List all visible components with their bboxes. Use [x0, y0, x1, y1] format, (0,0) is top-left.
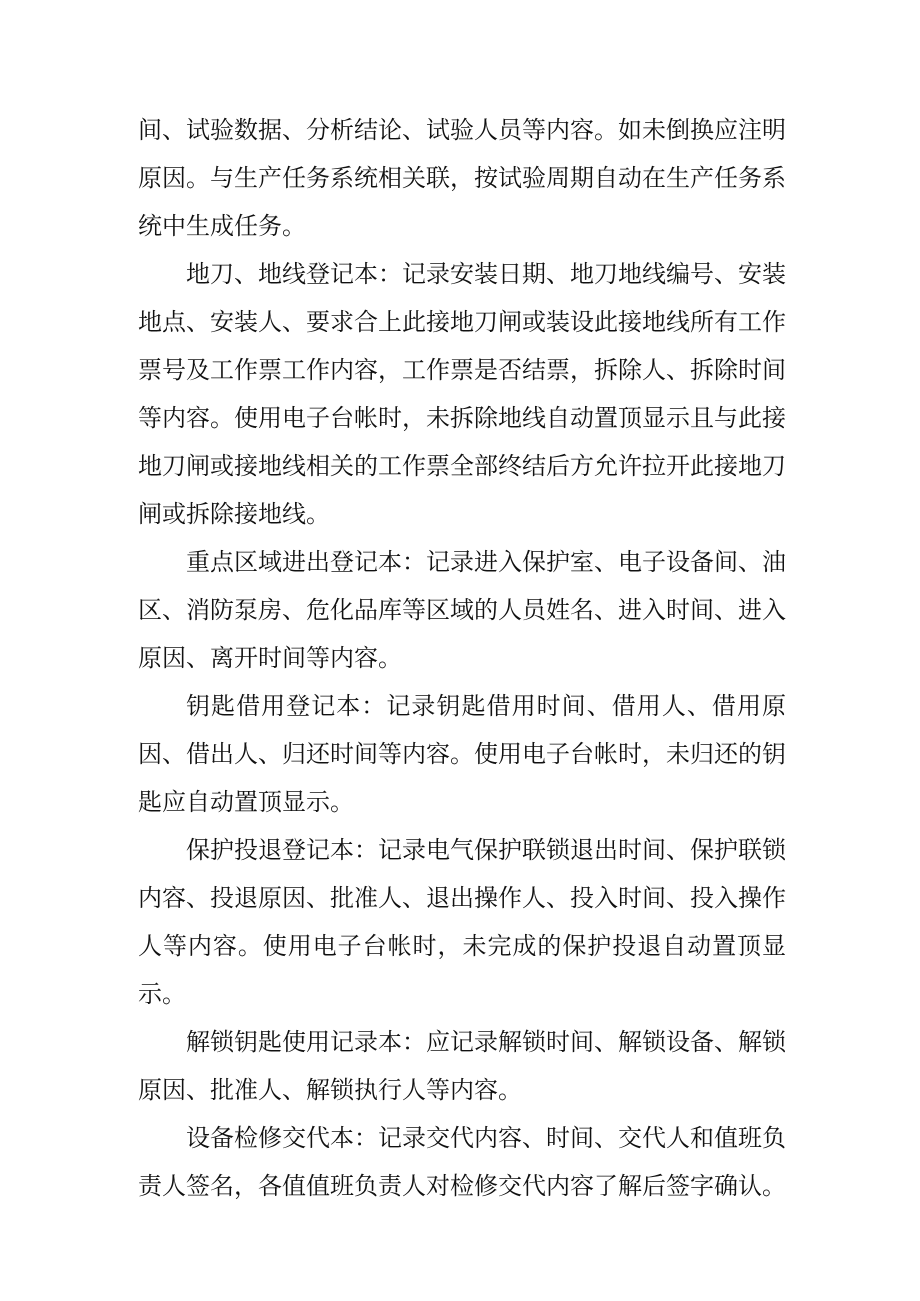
paragraph-grounding-register: 地刀、地线登记本：记录安装日期、地刀地线编号、安装地点、安装人、要求合上此接地刀闸或装设此接地线所有工作票号及工作票工作内容，工作票是否结票，拆除人、拆除时间等内容。使用电子台帐时，未拆除地线自动置顶显示且与此接地刀闸或接地线相关的工作票全部终结后方允许拉开此接地刀闸或拆除接地线。 — [138, 260, 786, 528]
document-body — [138, 106, 786, 1210]
paragraph-protection-switch-register: 保护投退登记本：记录电气保护联锁退出时间、保护联锁内容、投退原因、批准人、退出操作人、投入时间、投入操作人等内容。使用电子台帐时，未完成的保护投退自动置顶显示。 — [138, 836, 786, 1008]
paragraph-test-records-continued: 间、试验数据、分析结论、试验人员等内容。如未倒换应注明原因。与生产任务系统相关联，按试验周期自动在生产任务系统中生成任务。 — [138, 116, 786, 240]
paragraph-key-borrowing-register: 钥匙借用登记本：记录钥匙借用时间、借用人、借用原因、借出人、归还时间等内容。使用电子台帐时，未归还的钥匙应自动置顶显示。 — [138, 692, 786, 816]
paragraph-maintenance-handover-log: 设备检修交代本：记录交代内容、时间、交代人和值班负责人签名，各值值班负责人对检修交代内容了解后签字确认。 — [138, 1124, 786, 1200]
paragraph-key-area-access-register: 重点区域进出登记本：记录进入保护室、电子设备间、油区、消防泵房、危化品库等区域的人员姓名、进入时间、进入原因、离开时间等内容。 — [138, 548, 786, 672]
paragraph-unlock-key-log: 解锁钥匙使用记录本：应记录解锁时间、解锁设备、解锁原因、批准人、解锁执行人等内容。 — [138, 1028, 786, 1104]
